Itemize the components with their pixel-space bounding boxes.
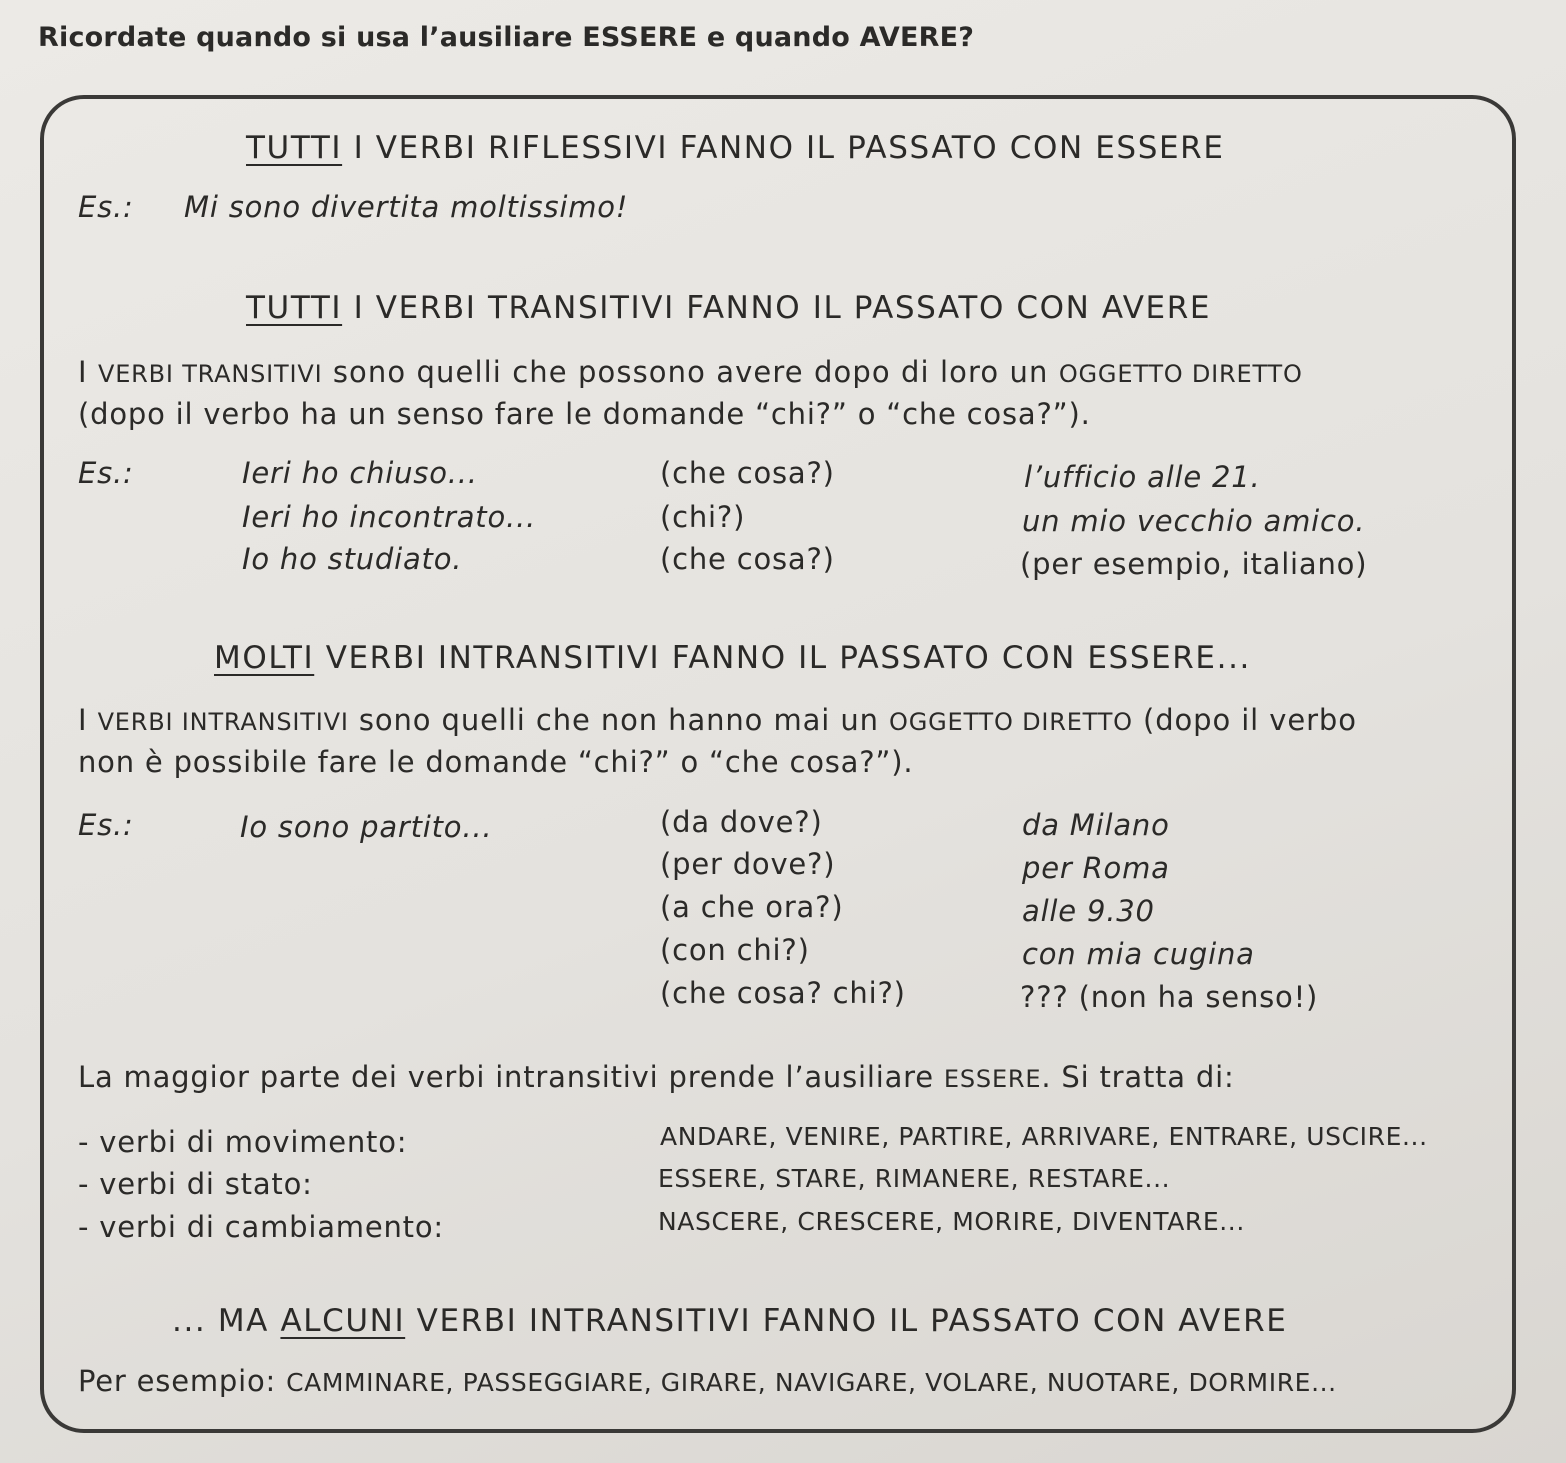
qa-question: (con chi?) [660, 933, 810, 967]
example-label: Per esempio: [78, 1364, 287, 1398]
qa-answer: da Milano [1022, 808, 1170, 842]
example-answer: (per esempio, italiano) [1020, 547, 1368, 581]
section2-definition-line2: (dopo il verbo ha un senso fare le domande “chi?” o “che cosa?”). [78, 397, 1091, 431]
category-label: - verbi di cambiamento: [78, 1210, 444, 1244]
section2-title [246, 290, 1211, 326]
text-part: sono quelli che possono avere dopo di loro un [322, 355, 1059, 389]
section1-es-label: Es.: [78, 190, 134, 224]
section4-title [172, 1303, 1287, 1339]
text-part: (dopo il verbo [1132, 703, 1357, 737]
example-verb: Ieri ho incontrato... [242, 500, 537, 534]
text-part: La maggior parte dei verbi intransitivi prende l’ausiliare [78, 1060, 944, 1094]
text-part: I [78, 703, 98, 737]
qa-question: (a che ora?) [660, 890, 844, 924]
term-essere: ESSERE [943, 1065, 1042, 1093]
category-label: - verbi di stato: [78, 1167, 313, 1201]
text-part: I [78, 355, 98, 389]
term-verbi-intransitivi: VERBI INTRANSITIVI [97, 708, 349, 736]
section1-title [246, 130, 1225, 166]
section1-example: Mi sono divertita moltissimo! [184, 190, 629, 224]
example-answer: l’ufficio alle 21. [1024, 460, 1261, 494]
section4-example [78, 1364, 1337, 1398]
example-verb: Ieri ho chiuso... [242, 456, 478, 490]
section3-definition-line1 [78, 703, 1357, 737]
text-part: sono quelli che non hanno mai un [348, 703, 890, 737]
section2-definition-line1 [78, 355, 1303, 389]
qa-question: (da dove?) [660, 805, 823, 839]
section3-summary [78, 1060, 1235, 1094]
section2-title-emphasis: TUTTI [246, 290, 343, 326]
page-heading: Ricordate quando si usa l’ausiliare ESSERE e quando AVERE? [38, 22, 975, 53]
example-question: (che cosa?) [660, 456, 835, 490]
section3-title [214, 640, 1251, 676]
term-oggetto-diretto: OGGETTO DIRETTO [1058, 360, 1303, 388]
category-verbs: NASCERE, CRESCERE, MORIRE, DIVENTARE... [658, 1207, 1245, 1236]
section4-title-emphasis: ALCUNI [280, 1303, 406, 1339]
section1-title-rest: I VERBI RIFLESSIVI FANNO IL PASSATO CON ESSERE [342, 130, 1225, 166]
qa-question: (che cosa? chi?) [660, 976, 906, 1010]
section3-title-emphasis: MOLTI [214, 640, 315, 676]
example-question: (che cosa?) [660, 542, 835, 576]
example-verb: Io ho studiato. [242, 542, 463, 576]
category-verbs: ESSERE, STARE, RIMANERE, RESTARE... [658, 1164, 1171, 1193]
section2-es-label: Es.: [78, 456, 134, 490]
category-label: - verbi di movimento: [78, 1125, 408, 1159]
text-part: . Si tratta di: [1041, 1060, 1235, 1094]
example-verbs: CAMMINARE, PASSEGGIARE, GIRARE, NAVIGARE, VOLARE, NUOTARE, DORMIRE... [286, 1368, 1337, 1397]
section3-definition-line2: non è possibile fare le domande “chi?” o “che cosa?”). [78, 745, 914, 779]
section4-title-rest: VERBI INTRANSITIVI FANNO IL PASSATO CON AVERE [405, 1303, 1288, 1339]
section2-title-rest: I VERBI TRANSITIVI FANNO IL PASSATO CON AVERE [342, 290, 1212, 326]
qa-answer: ??? (non ha senso!) [1020, 980, 1319, 1014]
example-answer: un mio vecchio amico. [1022, 504, 1366, 538]
qa-answer: con mia cugina [1022, 937, 1255, 971]
term-verbi-transitivi: VERBI TRANSITIVI [97, 360, 323, 388]
section4-title-pre: ... MA [172, 1303, 281, 1339]
example-question: (chi?) [660, 500, 746, 534]
section3-example-verb: Io sono partito... [240, 810, 493, 844]
section1-title-emphasis: TUTTI [246, 130, 343, 166]
qa-answer: alle 9.30 [1022, 894, 1155, 928]
section3-es-label: Es.: [78, 808, 134, 842]
category-verbs: ANDARE, VENIRE, PARTIRE, ARRIVARE, ENTRARE, USCIRE... [660, 1122, 1428, 1151]
term-oggetto-diretto: OGGETTO DIRETTO [889, 708, 1133, 736]
qa-answer: per Roma [1022, 851, 1170, 885]
section3-title-rest: VERBI INTRANSITIVI FANNO IL PASSATO CON ESSERE... [314, 640, 1251, 676]
qa-question: (per dove?) [660, 847, 836, 881]
